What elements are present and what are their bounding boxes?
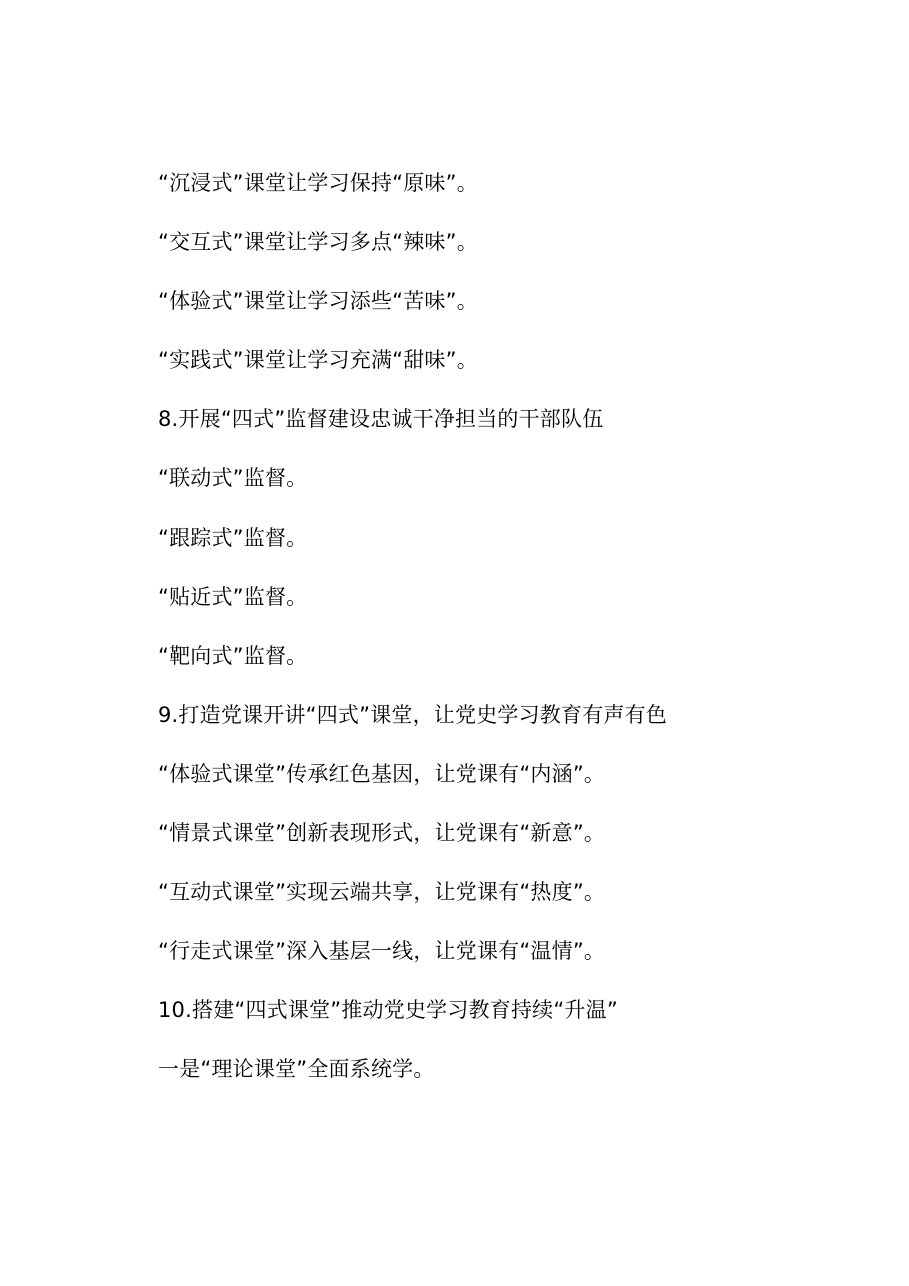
section-heading: 9.打造党课开讲“四式”课堂，让党史学习教育有声有色 [158, 702, 667, 727]
text-line: 一是“理论课堂”全面系统学。 [158, 1057, 435, 1082]
text-line: “体验式课堂”传承红色基因，让党课有“内涵”。 [158, 761, 606, 786]
text-line: “情景式课堂”创新表现形式，让党课有“新意”。 [158, 821, 606, 846]
text-line: “行走式课堂”深入基层一线，让党课有“温情”。 [158, 939, 606, 964]
section-heading: 8.开展“四式”监督建设忠诚干净担当的干部队伍 [158, 407, 604, 432]
text-line: “联动式”监督。 [158, 466, 308, 491]
text-line: “靶向式”监督。 [158, 643, 308, 668]
text-line: “体验式”课堂让学习添些“苦味”。 [158, 289, 478, 314]
text-line: “实践式”课堂让学习充满“甜味”。 [158, 348, 478, 373]
text-line: “贴近式”监督。 [158, 584, 308, 609]
section-heading: 10.搭建“四式课堂”推动党史学习教育持续“升温” [158, 998, 618, 1023]
text-line: “互动式课堂”实现云端共享，让党课有“热度”。 [158, 880, 606, 905]
text-line: “跟踪式”监督。 [158, 525, 308, 550]
document-body [158, 165, 858, 1111]
text-line: “沉浸式”课堂让学习保持“原味”。 [158, 171, 478, 195]
text-line: “交互式”课堂让学习多点“辣味”。 [158, 230, 478, 255]
